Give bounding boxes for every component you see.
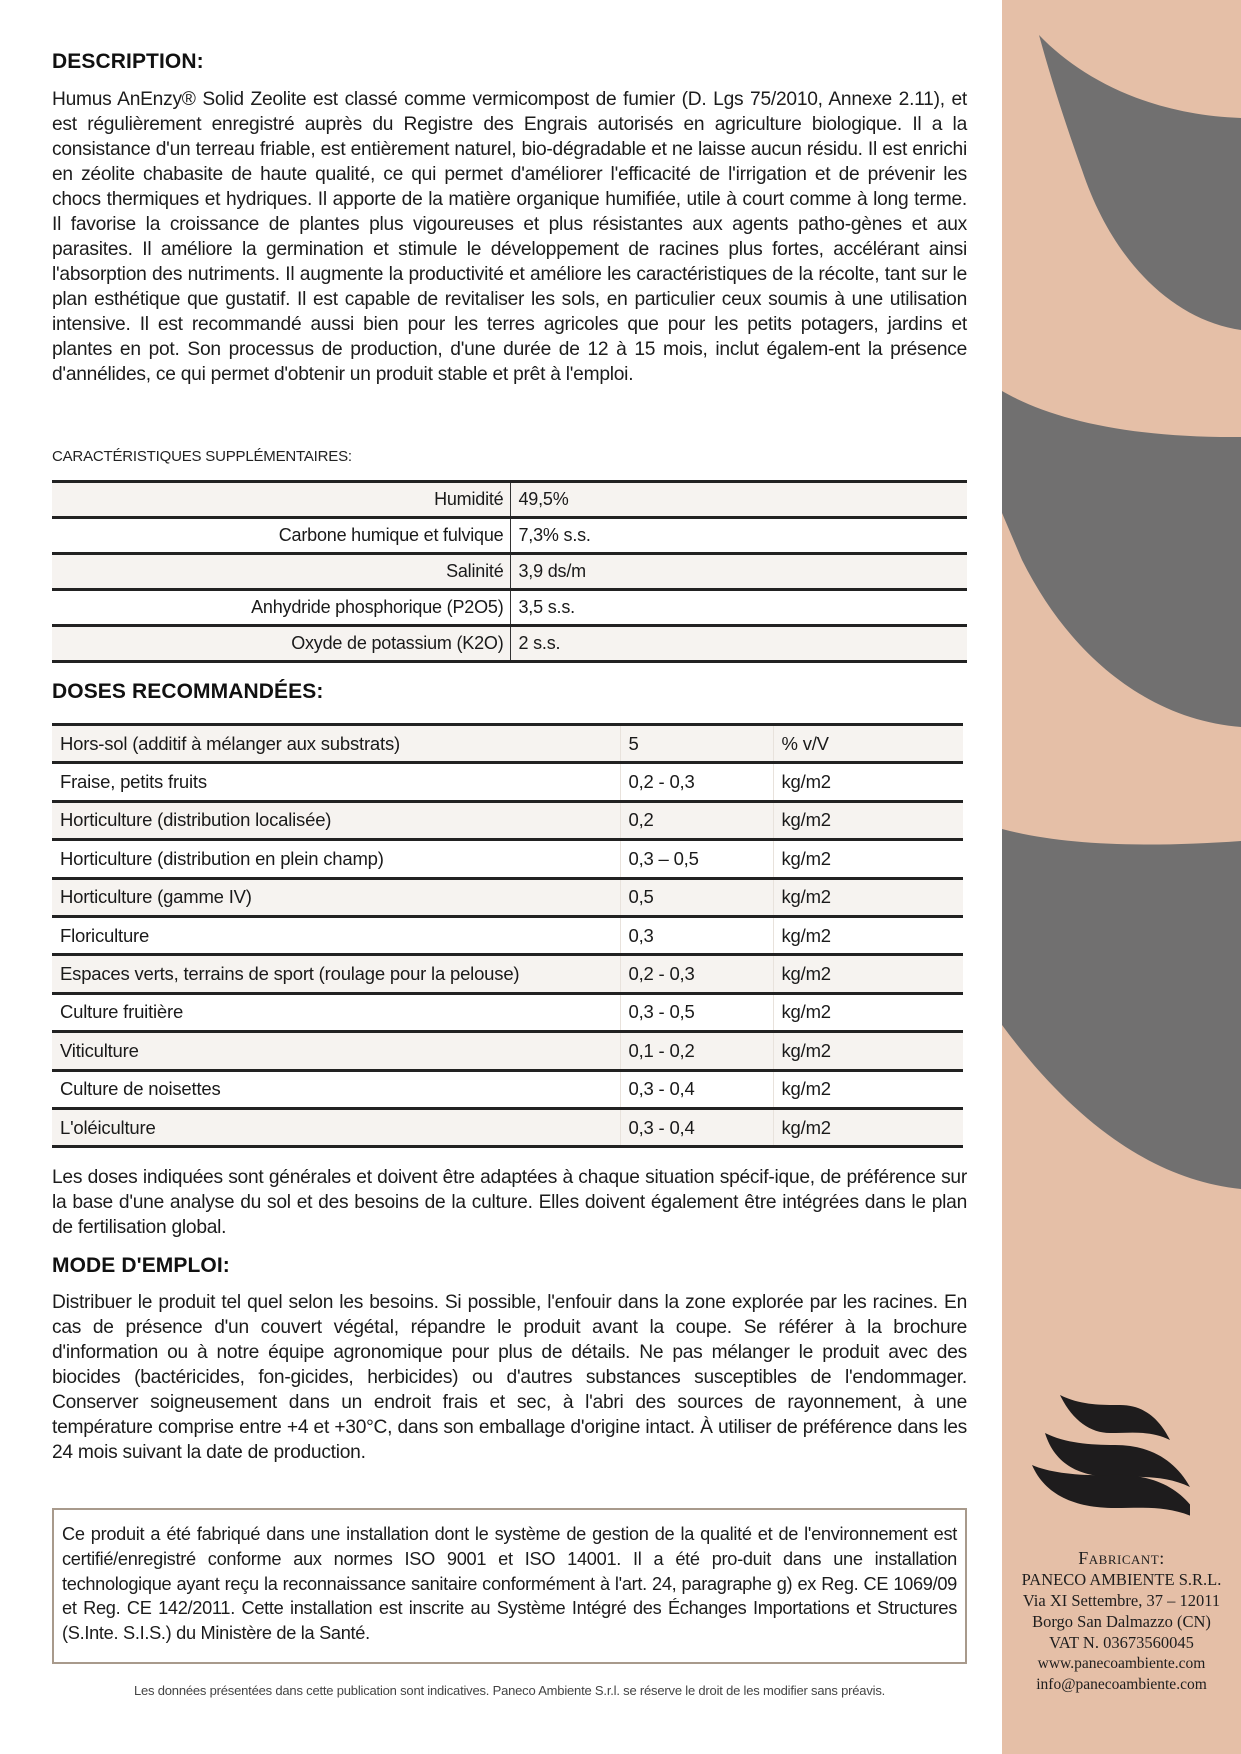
table-row xyxy=(52,626,967,662)
table-row xyxy=(52,554,967,590)
table-row xyxy=(52,1070,963,1108)
table-row xyxy=(52,482,967,518)
dose-crop: Viticulture xyxy=(52,1032,620,1070)
dose-unit: kg/m2 xyxy=(781,1078,831,1100)
manufacturer-label: Fabricant: xyxy=(1078,1548,1165,1568)
manufacturer-vat: VAT N. 03673560045 xyxy=(1049,1633,1194,1652)
dose-unit: kg/m2 xyxy=(781,809,831,831)
usage-text: Distribuer le produit tel quel selon les besoins. Si possible, l'enfouir dans la zone explorée par les racines. En cas de présence d'un couvert végétal, répandre le produit avant la coupe. Se référer à la brochure d'information ou à notre équipe agronomique pour plus de détails. Ne pas mélanger le produit avec des biocides (bactéricides, fon-gicides, herbicides) ou d'autres substances susceptibles de l'endommager. Conserver soigneusement dans un endroit frais et sec, à l'abri des sources de rayonnement, à une température comprise entre +4 et +30°C, dans son emballage d'origine intact. À utiliser de préférence dans les 24 mois suivant la date de production. xyxy=(52,1292,967,1463)
dose-rate: 0,2 - 0,3 xyxy=(620,955,773,993)
dose-unit: kg/m2 xyxy=(781,1001,831,1023)
dose-unit: kg/m2 xyxy=(781,1116,831,1138)
table-row xyxy=(52,955,963,993)
table-row xyxy=(52,878,963,916)
dose-crop: Culture de noisettes xyxy=(52,1070,620,1108)
table-row xyxy=(52,763,963,801)
table-row xyxy=(52,725,963,763)
dose-unit: kg/m2 xyxy=(781,963,831,985)
characteristic-value: 7,3% s.s. xyxy=(518,525,591,545)
table-row xyxy=(52,1032,963,1070)
table-row xyxy=(52,993,963,1031)
dose-crop: Floriculture xyxy=(52,916,620,954)
doses-table xyxy=(52,723,963,1148)
dose-unit: kg/m2 xyxy=(781,1039,831,1061)
dose-crop: Espaces verts, terrains de sport (roulage pour la pelouse) xyxy=(52,955,620,993)
dose-unit: kg/m2 xyxy=(781,771,831,793)
dose-rate: 0,5 xyxy=(620,878,773,916)
dose-unit: % v/V xyxy=(781,732,829,754)
dose-rate: 0,2 - 0,3 xyxy=(620,763,773,801)
usage-heading: MODE D'EMPLOI: xyxy=(52,1254,230,1277)
characteristic-name: Humidité xyxy=(52,482,510,518)
dose-rate: 0,3 xyxy=(620,916,773,954)
characteristics-label: CARACTÉRISTIQUES SUPPLÉMENTAIRES: xyxy=(52,448,352,465)
table-row xyxy=(52,590,967,626)
dose-crop: Hors-sol (additif à mélanger aux substrats) xyxy=(52,725,620,763)
table-row xyxy=(52,801,963,839)
manufacturer-email-link[interactable]: info@panecoambiente.com xyxy=(1036,1676,1207,1693)
characteristic-name: Oxyde de potassium (K2O) xyxy=(52,626,510,662)
dose-rate: 0,2 xyxy=(620,801,773,839)
dose-crop: Fraise, petits fruits xyxy=(52,763,620,801)
table-row xyxy=(52,840,963,878)
description-heading: DESCRIPTION: xyxy=(52,50,204,73)
table-row xyxy=(52,1108,963,1146)
manufacturer-address-line1: Via XI Settembre, 37 – 12011 xyxy=(1022,1591,1221,1610)
characteristic-value: 3,5 s.s. xyxy=(518,597,575,617)
dose-crop: Horticulture (distribution localisée) xyxy=(52,801,620,839)
table-row xyxy=(52,518,967,554)
doses-heading: DOSES RECOMMANDÉES: xyxy=(52,680,324,703)
dose-rate: 0,3 – 0,5 xyxy=(620,840,773,878)
three-wave-logo-icon xyxy=(1030,1375,1190,1520)
dose-rate: 0,3 - 0,4 xyxy=(620,1070,773,1108)
disclaimer: Les données présentées dans cette publication sont indicatives. Paneco Ambiente S.r.l. se réserve le droit de les modifier sans préavis. xyxy=(133,1683,886,1698)
manufacturer-info xyxy=(1002,1548,1241,1695)
characteristic-value: 3,9 ds/m xyxy=(518,561,586,581)
dose-crop: L'oléiculture xyxy=(52,1108,620,1146)
certification-box xyxy=(52,1508,967,1664)
dose-rate: 0,3 - 0,5 xyxy=(620,993,773,1031)
dose-rate: 5 xyxy=(620,725,773,763)
certification-text: Ce produit a été fabriqué dans une installation dont le système de gestion de la qualité et de l'environnement est certifié/enregistré conforme aux normes ISO 9001 et ISO 14001. Il a été pro-duit dans une installation technologique ayant reçu la reconnaissance sanitaire conformément à l'art. 24, paragraphe g) ex Reg. CE 1069/09 et Reg. CE 142/2011. Cette installation est inscrite au Système Intégré des Échanges Importations et Structures (S.Inte. S.I.S.) du Ministère de la Santé. xyxy=(62,1524,957,1644)
dose-unit: kg/m2 xyxy=(781,847,831,869)
characteristic-value: 2 s.s. xyxy=(518,633,561,653)
decorative-sidebar xyxy=(1002,0,1241,1754)
dose-unit: kg/m2 xyxy=(781,886,831,908)
dose-rate: 0,1 - 0,2 xyxy=(620,1032,773,1070)
dose-crop: Horticulture (distribution en plein champ) xyxy=(52,840,620,878)
dose-crop: Horticulture (gamme IV) xyxy=(52,878,620,916)
manufacturer-address-line2: Borgo San Dalmazzo (CN) xyxy=(1032,1612,1211,1631)
dose-rate: 0,3 - 0,4 xyxy=(620,1108,773,1146)
characteristic-name: Salinité xyxy=(52,554,510,590)
manufacturer-company: PANECO AMBIENTE S.R.L. xyxy=(1021,1570,1222,1589)
doses-note: Les doses indiquées sont générales et doivent être adaptées à chaque situation spécif-ique, de préférence sur la base d'une analyse du sol et des besoins de la culture. Elles doivent également être intégrées dans le plan de fertilisation global. xyxy=(52,1167,967,1238)
dose-crop: Culture fruitière xyxy=(52,993,620,1031)
description-text: Humus AnEnzy® Solid Zeolite est classé comme vermicompost de fumier (D. Lgs 75/2010, Annexe 2.11), et est régulièrement enregistré auprès du Registre des Engrais autorisés en agriculture biologique. Il a la consistance d'un terreau friable, est entièrement naturel, bio-dégradable et ne laisse aucun résidu. Il est enrichi en zéolite chabasite de haute qualité, ce qui permet d'améliorer l'efficacité de l'irrigation et de prévenir les chocs thermiques et hydriques. Il apporte de la matière organique humifiée, utile à court comme à long terme. Il favorise la croissance de plantes plus vigoureuses et plus résistantes aux agents patho-gènes et aux parasites. Il améliore la germination et stimule le développement de racines plus fortes, accélérant ainsi l'absorption des nutriments. Il augmente la productivité et améliore les caractéristiques de la récolte, tant sur le plan esthétique que gustatif. Il est capable de revitaliser les sols, en particulier ceux soumis à une utilisation intensive. Il est recommandé aussi bien pour les terres agricoles que pour les petits potagers, jardins et plantes en pot. Son processus de production, d'une durée de 12 à 15 mois, inclut égalem-ent la présence d'annélides, ce qui permet d'obtenir un produit stable et prêt à l'emploi. xyxy=(52,89,967,385)
characteristic-name: Anhydride phosphorique (P2O5) xyxy=(52,590,510,626)
manufacturer-website-link[interactable]: www.panecoambiente.com xyxy=(1037,1655,1206,1672)
characteristic-name: Carbone humique et fulvique xyxy=(52,518,510,554)
characteristic-value: 49,5% xyxy=(518,489,569,509)
table-row xyxy=(52,916,963,954)
characteristics-table xyxy=(52,480,967,663)
dose-unit: kg/m2 xyxy=(781,924,831,946)
